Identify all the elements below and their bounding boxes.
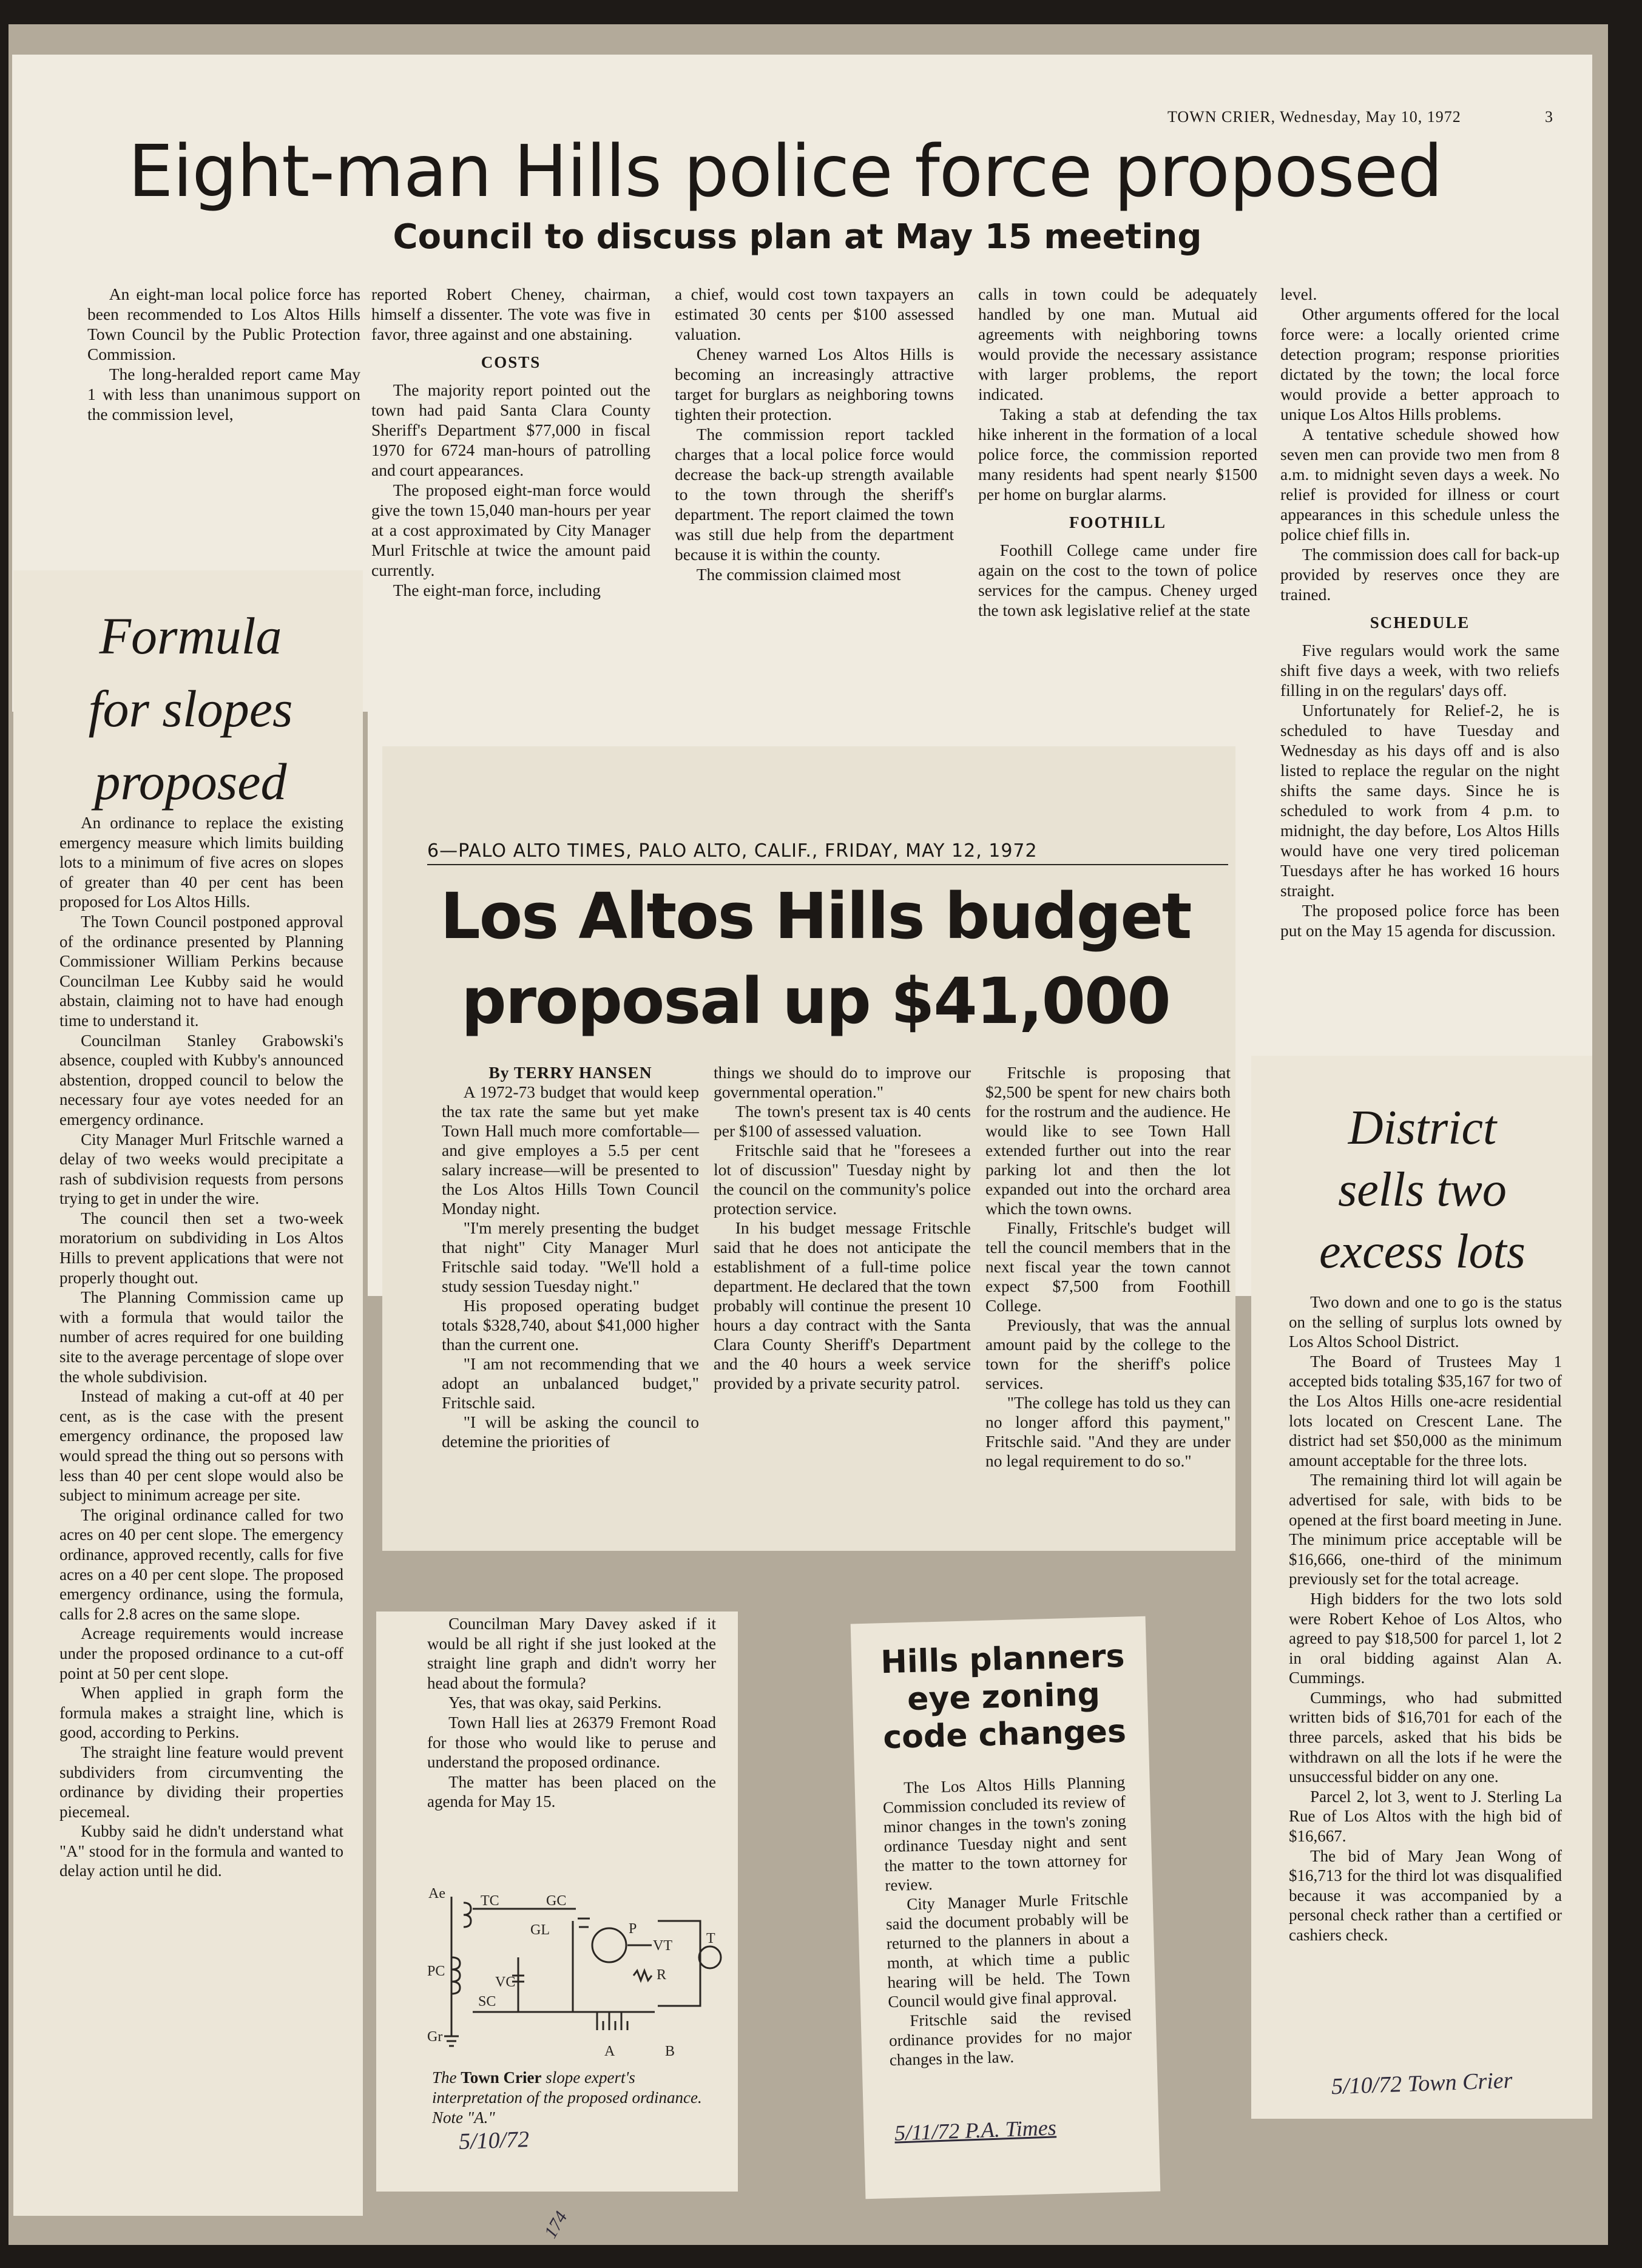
paragraph: "I will be asking the council to detemine the priorities of bbox=[442, 1412, 699, 1451]
byline: By TERRY HANSEN bbox=[488, 1063, 652, 1082]
paragraph: reported Robert Cheney, chairman, himself a dissenter. The vote was five in favor, three against and one abstaining. bbox=[371, 285, 650, 343]
caption-text: slope expert's interpretation of the proposed ordinance. Note "A." bbox=[432, 2068, 702, 2127]
diagram-label: P bbox=[629, 1921, 637, 1937]
paragraph: City Manager Murle Fritschle said the document probably will be returned to the planners in about a month, at which time a public hearing will be held. The Town Council would give final approval. bbox=[885, 1889, 1130, 2011]
paragraph: The Planning Commission came up with a formula that would tailor the number of acres required for one building site to the average percentage of slope over the whole subdivision. bbox=[59, 1288, 343, 1386]
planners-col bbox=[882, 1772, 1132, 2070]
paragraph: Councilman Mary Davey asked if it would be all right if she just looked at the straight line graph and didn't worry her head about the formula? bbox=[427, 1615, 716, 1692]
paragraph: The eight-man force, including bbox=[393, 581, 601, 599]
district-handwritten-note: 5/10/72 Town Crier bbox=[1331, 2067, 1513, 2100]
handwritten-date: 5/10/72 bbox=[458, 2126, 530, 2155]
paragraph: Taking a stab at defending the tax hike inherent in the formation of a local police force, the commission reported many residents had spent nearly $1500 per home on burglar alarms. bbox=[978, 405, 1257, 504]
district-headline bbox=[1259, 1097, 1586, 1283]
paragraph: "I am not recommending that we adopt an unbalanced budget," Fritschle said. bbox=[442, 1354, 699, 1412]
paragraph: Other arguments offered for the local force were: a locally oriented crime detection program; response priorities dictated by the town; the local force would provide a better approach to unique Los Altos Hills problems. bbox=[1280, 305, 1559, 424]
paragraph: Councilman Stanley Grabowski's absence, coupled with Kubby's announced abstention, dropped council to below the necessary four aye votes needed for an emergency ordinance. bbox=[59, 1031, 343, 1129]
diagram-label: B bbox=[665, 2044, 675, 2059]
budget-headline bbox=[397, 874, 1234, 1044]
page-mark: 174 bbox=[540, 2208, 572, 2242]
paragraph: Unfortunately for Relief-2, he is scheduled to have Tuesday and Wednesday as his days off and is also listed to replace the regular on the night shifts the same days. Since he is scheduled to work from 4 p.m. to midnight, the day before, Los Altos Hills would have one very tired policeman Tuesdays after he has worked 16 hours straight. bbox=[1280, 701, 1559, 900]
paragraph: The matter has been placed on the agenda for May 15. bbox=[427, 1772, 716, 1811]
caption-paper-name: Town Crier bbox=[461, 2068, 542, 2087]
paragraph: The commission report tackled charges that a local police force would decrease the back-up strength available to the town through the sheriff's department. The report claimed the town was still due help from the department because it is within the county. bbox=[675, 425, 954, 564]
headline-line: District bbox=[1348, 1101, 1497, 1155]
paragraph: When applied in graph form the formula makes a straight line, which is good, according to Perkins. bbox=[59, 1684, 343, 1742]
paragraph: Yes, that was okay, said Perkins. bbox=[448, 1693, 662, 1712]
headline-line: proposed bbox=[94, 752, 287, 811]
paragraph: An ordinance to replace the existing emergency measure which limits building lots to a minimum of five acres on slopes of greater than 40 per cent has been proposed for Los Altos Hills. bbox=[59, 814, 343, 911]
diagram-label: Gr bbox=[427, 2029, 443, 2045]
paragraph: Fritschle said the revised ordinance provides for no major changes in the law. bbox=[888, 2005, 1132, 2070]
paragraph: Foothill College came under fire again on the cost to the town of police services for the campus. Cheney urged the town ask legislative relief at the state bbox=[978, 541, 1257, 619]
paragraph: Instead of making a cut-off at 40 per cent, as is the case with the present emergency ordinance, the proposed law would spread the thing out so persons with less than 40 per cent slope would also be subject to minimum acreage per site. bbox=[59, 1387, 343, 1505]
paragraph: The majority report pointed out the town had paid Santa Clara County Sheriff's Department $77,000 in fiscal 1970 for 6724 man-hours of patrolling and court appearances. bbox=[371, 380, 650, 479]
paragraph: "The college has told us they can no longer afford this payment," Fritschle said. "And they are under no legal requirement to do so." bbox=[985, 1393, 1231, 1470]
formula-headline bbox=[27, 599, 354, 818]
paragraph: The proposed police force has been put on the May 15 agenda for discussion. bbox=[1280, 901, 1559, 940]
dateline: TOWN CRIER, Wednesday, May 10, 1972 bbox=[1167, 108, 1461, 126]
page-number: 3 bbox=[1545, 108, 1553, 126]
paragraph: Parcel 2, lot 3, went to J. Sterling La Rue of Los Altos with the high bid of $16,667. bbox=[1289, 1787, 1562, 1846]
paragraph: Town Hall lies at 26379 Fremont Road for those who would like to peruse and understand the proposed ordinance. bbox=[427, 1713, 716, 1772]
paragraph: The commission claimed most bbox=[696, 565, 901, 584]
diagram-label: PC bbox=[427, 1963, 445, 1979]
paragraph: The remaining third lot will again be advertised for sale, with bids to be opened at the first board meeting in June. The minimum price acceptable will be $16,666, one-third of the minimum previously set for the total acreage. bbox=[1289, 1471, 1562, 1588]
budget-dateline: 6—PALO ALTO TIMES, PALO ALTO, CALIF., FRIDAY, MAY 12, 1972 bbox=[427, 840, 1228, 865]
paragraph: An eight-man local police force has been recommended to Los Altos Hills Town Council by the Public Protection Commission. bbox=[87, 285, 360, 363]
paragraph: calls in town could be adequately handled by one man. Mutual aid agreements with neighboring towns would provide the necessary assistance with larger problems, the report indicated. bbox=[978, 285, 1257, 403]
subhead-schedule: SCHEDULE bbox=[1370, 613, 1470, 632]
subhead-foothill: FOOTHILL bbox=[1069, 513, 1167, 532]
paragraph: Fritschle is proposing that $2,500 be spent for new chairs both for the rostrum and the audience. He would like to see Town Hall extended further out into the rear parking lot and then the lot expanded out into the orchard area which the town owns. bbox=[985, 1063, 1231, 1218]
headline-line: for slopes bbox=[88, 680, 293, 738]
paragraph: The council then set a two-week moratorium on subdividing in Los Altos Hills to prevent applications that were not properly thought out. bbox=[59, 1209, 343, 1287]
diagram-label: TC bbox=[481, 1893, 499, 1909]
paragraph: "I'm merely presenting the budget that night" City Manager Murl Fritschle said today. "We'll hold a study session Tuesday night." bbox=[442, 1218, 699, 1295]
planners-headline bbox=[869, 1637, 1139, 1757]
headline-line: Hills planners bbox=[880, 1638, 1126, 1681]
paragraph: Cummings, who had submitted written bids of $16,701 for each of the three parcels, asked that his bids be withdrawn on all the lots if he were the unsuccessful bidder on any one. bbox=[1289, 1688, 1562, 1786]
main-headline: Eight-man Hills police force proposed bbox=[128, 129, 1442, 213]
diagram-caption bbox=[432, 2068, 723, 2128]
paragraph: level. bbox=[1280, 285, 1317, 303]
paragraph: a chief, would cost town taxpayers an estimated 30 cents per $100 assessed valuation. bbox=[675, 285, 954, 343]
police-col-4 bbox=[978, 284, 1257, 620]
diagram-label: GC bbox=[546, 1893, 567, 1909]
police-col-5 bbox=[1280, 284, 1559, 940]
headline-line: code changes bbox=[882, 1713, 1127, 1757]
paragraph: Kubby said he didn't understand what "A" stood for in the formula and wanted to delay action until he did. bbox=[59, 1822, 343, 1880]
paragraph: The straight line feature would prevent subdividers from circumventing the ordinance by dividing their properties piecemeal. bbox=[59, 1743, 343, 1821]
paragraph: City Manager Murl Fritschle warned a delay of two weeks would precipitate a rash of subdivision requests from persons trying to get in under the wire. bbox=[59, 1130, 343, 1208]
paragraph: Cheney warned Los Altos Hills is becoming an increasingly attractive target for burglars as neighboring towns tighten their protection. bbox=[675, 345, 954, 424]
police-col-3 bbox=[675, 284, 954, 584]
paragraph: In his budget message Fritschle said that he does not anticipate the establishment of a full-time police department. He declared that the town probably will continue the present 10 hours a day contract with the Santa Clara County Sheriff's Department and the 40 hours a week service provided by a private security patrol. bbox=[714, 1218, 971, 1392]
paragraph: Finally, Fritschle's budget will tell the council members that in the next fiscal year the town cannot expect $7,500 from Foothill College. bbox=[985, 1218, 1231, 1315]
slope-formula-diagram bbox=[427, 1885, 731, 2060]
diagram-label: GL bbox=[530, 1922, 550, 1938]
diagram-label: VT bbox=[653, 1938, 672, 1954]
formula-col-2 bbox=[427, 1614, 716, 1812]
budget-col-3 bbox=[985, 1063, 1231, 1471]
paragraph: A 1972-73 budget that would keep the tax rate the same but yet make Town Hall much more comfortable—and give employes a 5.5 per cent salary increase—will be presented to the Los Altos Hills Town Council Monday night. bbox=[442, 1082, 699, 1218]
planners-handwritten-note: 5/11/72 P.A. Times bbox=[894, 2115, 1057, 2145]
police-col-1 bbox=[87, 284, 360, 424]
diagram-label: VC bbox=[495, 1974, 516, 1990]
diagram-label: Ae bbox=[428, 1886, 445, 1902]
police-col-2 bbox=[371, 284, 650, 600]
paragraph: His proposed operating budget totals $328,740, about $41,000 higher than the current one. bbox=[442, 1296, 699, 1354]
budget-col-2 bbox=[714, 1063, 971, 1393]
main-subheadline: Council to discuss plan at May 15 meeting bbox=[393, 217, 1202, 257]
diagram-label: R bbox=[657, 1967, 667, 1983]
paragraph: Previously, that was the annual amount paid by the college to the town for the sheriff's police services. bbox=[985, 1315, 1231, 1392]
subhead-costs: COSTS bbox=[481, 353, 541, 371]
paragraph: The original ordinance called for two acres on 40 per cent slope. The emergency ordinance, approved recently, calls for five acres on a 40 per cent slope. The proposed emergency ordinance, using the formula, calls for 2.8 acres on the same slope. bbox=[59, 1505, 343, 1623]
formula-col-1 bbox=[59, 813, 343, 1881]
district-col bbox=[1289, 1292, 1562, 1945]
paragraph: Acreage requirements would increase under the proposed ordinance to a cut-off point at 50 per cent slope. bbox=[59, 1624, 343, 1682]
diagram-label: SC bbox=[478, 1994, 496, 2010]
caption-prefix: The bbox=[432, 2068, 457, 2087]
paragraph: A tentative schedule showed how seven men can provide two men from 8 a.m. to midnight seven days a week. No relief is provided for illness or court appearances in this schedule unless the police chief fills in. bbox=[1280, 425, 1559, 544]
scrapbook-page bbox=[8, 24, 1608, 2245]
paragraph: The bid of Mary Jean Wong of $16,713 for the third lot was disqualified because it was accompanied by a personal check rather than a certified or cashiers check. bbox=[1289, 1846, 1562, 1944]
paragraph: The commission does call for back-up provided by reserves once they are trained. bbox=[1280, 545, 1559, 604]
headline-line: eye zoning bbox=[907, 1676, 1101, 1718]
headline-line: Los Altos Hills budget bbox=[440, 879, 1191, 953]
paragraph: The proposed eight-man force would give the town 15,040 man-hours per year at a cost approximated by City Manager Murl Fritschle at twice the amount paid currently. bbox=[371, 481, 650, 579]
paragraph: Two down and one to go is the status on the selling of surplus lots owned by Los Altos School District. bbox=[1289, 1293, 1562, 1351]
diagram-label: A bbox=[604, 2044, 615, 2059]
headline-line: Formula bbox=[99, 607, 282, 665]
paragraph: The Town Council postponed approval of the ordinance presented by Planning Commissioner William Perkins because Councilman Lee Kubby said he would abstain, claiming not to have had enough time to understand it. bbox=[59, 912, 343, 1030]
paragraph: things we should do to improve our governmental operation." bbox=[714, 1063, 971, 1101]
paragraph: Fritschle said that he "foresees a lot of discussion" Tuesday night by the council on the community's police protection service. bbox=[714, 1141, 971, 1218]
headline-line: proposal up $41,000 bbox=[461, 964, 1170, 1038]
paragraph: The Board of Trustees May 1 accepted bids totaling $35,167 for two of the Los Altos Hills one-acre residential lots located on Crescent Lane. The district had set $50,000 as the minimum amount acceptable for the three lots. bbox=[1289, 1352, 1562, 1470]
paragraph: The long-heralded report came May 1 with less than unanimous support on the commission level, bbox=[87, 365, 360, 424]
budget-col-1 bbox=[442, 1063, 699, 1451]
paragraph: The town's present tax is 40 cents per $100 of assessed valuation. bbox=[714, 1102, 971, 1140]
paragraph: High bidders for the two lots sold were Robert Kehoe of Los Altos, who agreed to pay $18,500 for parcel 1, lot 2 in oral bidding against Alan A. Cummings. bbox=[1289, 1589, 1562, 1687]
headline-line: sells two bbox=[1338, 1163, 1507, 1217]
headline-line: excess lots bbox=[1319, 1225, 1525, 1278]
paragraph: Five regulars would work the same shift five days a week, with two reliefs filling in on the regulars' days off. bbox=[1280, 641, 1559, 700]
diagram-label: T bbox=[706, 1931, 715, 1946]
paragraph: The Los Altos Hills Planning Commission concluded its review of minor changes in the town's zoning ordinance Tuesday night and sent the matter to the town attorney for review. bbox=[882, 1772, 1127, 1895]
